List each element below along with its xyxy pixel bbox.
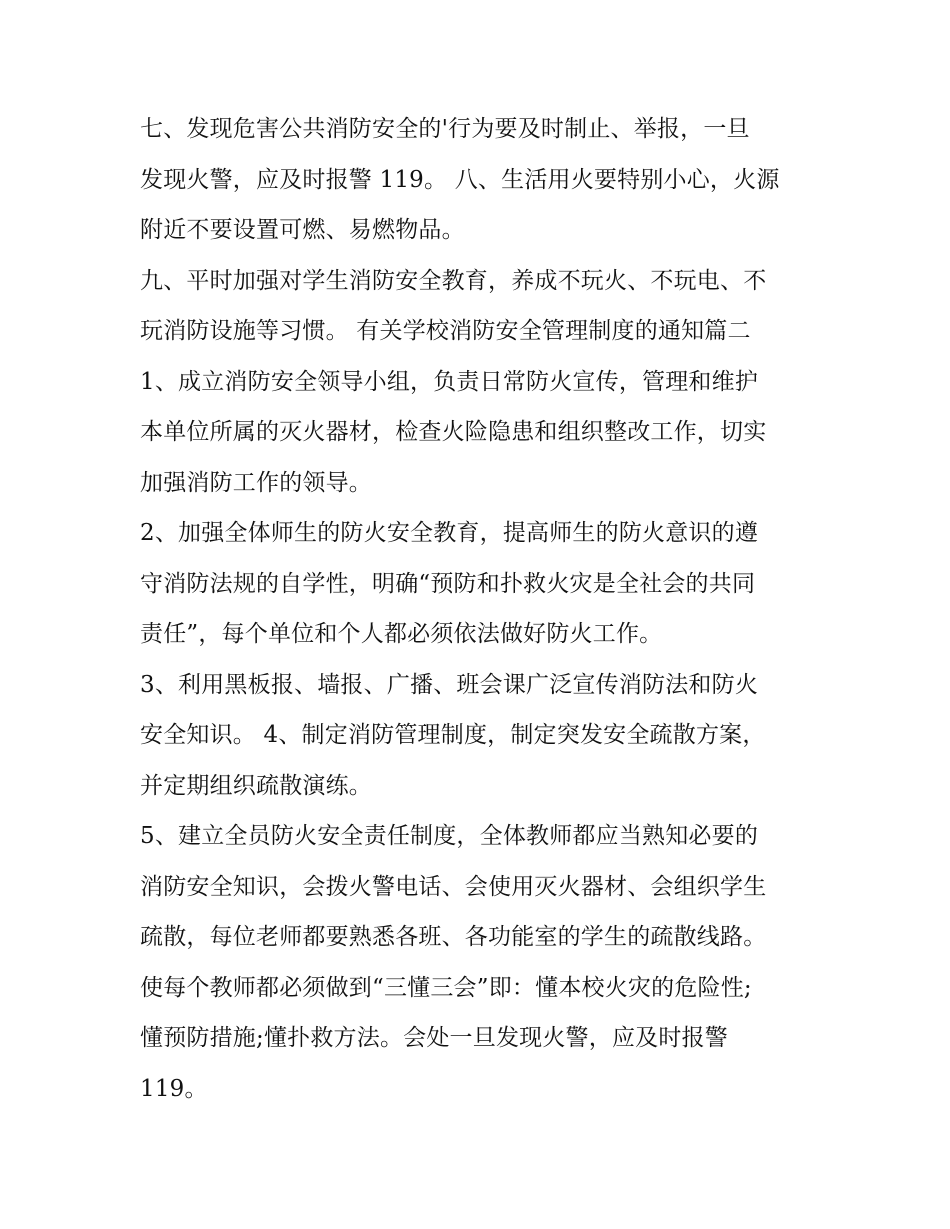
- document-body: [140, 104, 820, 1114]
- text-line: 安全知识。 4、制定消防管理制度，制定突发安全疏散方案，: [140, 722, 766, 748]
- text-line: 玩消防设施等习惯。 有关学校消防安全管理制度的通知篇二: [140, 318, 751, 344]
- text-line: 懂预防措施;懂扑救方法。会处一旦发现火警，应及时报警: [140, 1025, 728, 1051]
- text-line: 1、成立消防安全领导小组，负责日常防火宣传，管理和维护: [140, 368, 759, 395]
- text-line: 5、建立全员防火安全责任制度，全体教师都应当熟知必要的: [140, 823, 759, 849]
- text-line: 九、平时加强对学生消防安全教育，养成不玩火、不玩电、不: [140, 267, 767, 294]
- text-line: 责任”，每个单位和个人都必须依法做好防火工作。: [140, 621, 663, 647]
- text-line: 消防安全知识，会拨火警电话、会使用灭火器材、会组织学生: [140, 873, 767, 900]
- text-line: 3、利用黑板报、墙报、广播、班会课广泛宣传消防法和防火: [140, 671, 759, 698]
- text-line: 疏散，每位老师都要熟悉各班、各功能室的学生的疏散线路。: [140, 924, 767, 950]
- text-line: 使每个教师都必须做到“三懂三会”即：懂本校火灾的危险性;: [140, 974, 752, 1001]
- text-line: 七、发现危害公共消防安全的'行为要及时制止、举报，一旦: [140, 116, 750, 142]
- text-line: 加强消防工作的领导。: [140, 469, 372, 496]
- text-line: 发现火警，应及时报警 119。 八、生活用火要特别小心，火源: [140, 166, 780, 193]
- text-line: 2、加强全体师生的防火安全教育，提高师生的防火意识的遵: [140, 520, 759, 546]
- text-line: 119。: [140, 1075, 208, 1102]
- text-line: 本单位所属的灭火器材，检查火险隐患和组织整改工作，切实: [140, 419, 767, 445]
- text-line: 附近不要设置可燃、易燃物品。: [140, 217, 465, 243]
- text-line: 守消防法规的自学性，明确“预防和扑救火灾是全社会的共同: [140, 570, 756, 597]
- text-line: 并定期组织疏散演练。: [140, 772, 372, 799]
